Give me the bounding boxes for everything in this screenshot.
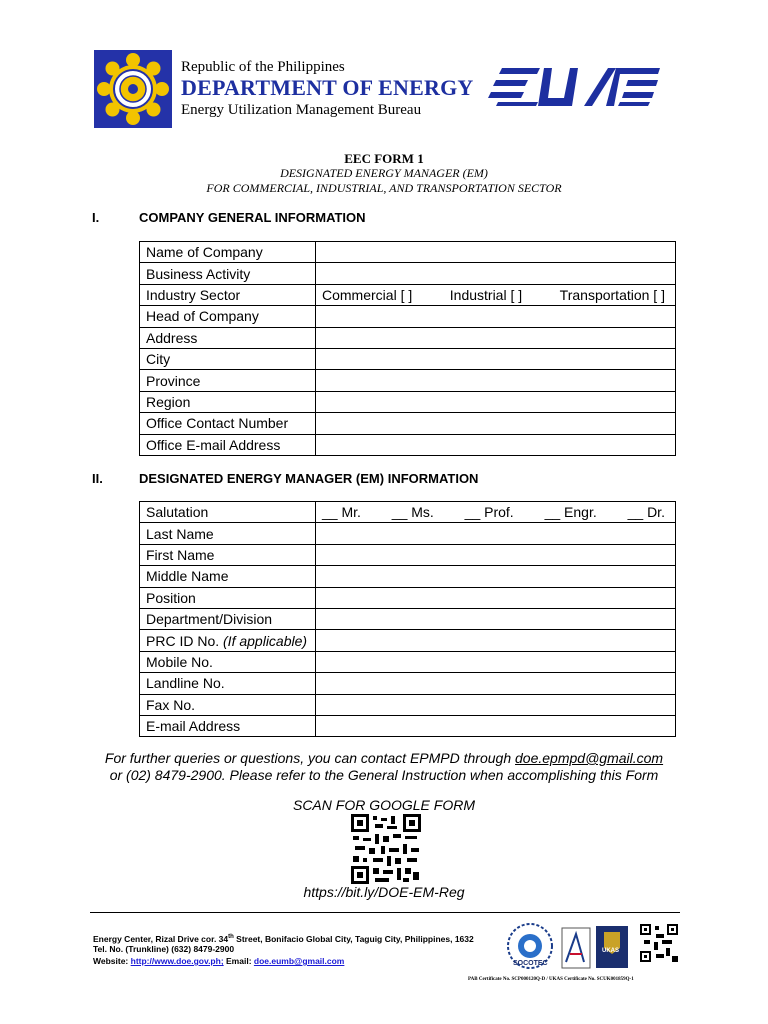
eumb-stripes-icon bbox=[488, 64, 660, 108]
contact-note bbox=[0, 750, 768, 784]
table-row bbox=[140, 263, 676, 284]
republic-label: Republic of the Philippines bbox=[181, 59, 345, 75]
field-label bbox=[140, 630, 316, 651]
field-label: Department/Division bbox=[140, 608, 316, 629]
table-row bbox=[140, 651, 676, 672]
salutation-engr[interactable]: __ Engr. bbox=[544, 504, 597, 521]
em-info-table bbox=[139, 501, 676, 737]
form-title-line1: DESIGNATED ENERGY MANAGER (EM) bbox=[280, 166, 488, 180]
field-label: Industry Sector bbox=[140, 284, 316, 305]
mobile-field[interactable] bbox=[316, 651, 676, 672]
table-row bbox=[140, 544, 676, 565]
footer-web bbox=[93, 955, 344, 967]
table-row bbox=[140, 327, 676, 348]
field-label: First Name bbox=[140, 544, 316, 565]
email-label: Email: bbox=[223, 956, 254, 966]
em-email-field[interactable] bbox=[316, 715, 676, 736]
prc-note: (If applicable) bbox=[223, 632, 308, 649]
salutation-dr[interactable]: __ Dr. bbox=[627, 504, 665, 521]
table-row bbox=[140, 284, 676, 305]
department-name: DEPARTMENT OF ENERGY bbox=[181, 75, 474, 100]
field-label: City bbox=[140, 348, 316, 369]
company-name-field[interactable] bbox=[316, 242, 676, 263]
section-1-number: I. bbox=[92, 210, 100, 225]
section-1-title: COMPANY GENERAL INFORMATION bbox=[139, 210, 366, 225]
field-label: Office Contact Number bbox=[140, 413, 316, 434]
region-field[interactable] bbox=[316, 391, 676, 412]
field-label: Middle Name bbox=[140, 566, 316, 587]
ukas-label: UKAS bbox=[602, 948, 620, 954]
field-label: Mobile No. bbox=[140, 651, 316, 672]
form-code: EEC FORM 1 bbox=[344, 151, 424, 166]
office-email-field[interactable] bbox=[316, 434, 676, 455]
salutation-prof[interactable]: __ Prof. bbox=[464, 504, 514, 521]
contact-note-prefix: For further queries or questions, you can contact EPMPD through bbox=[104, 750, 516, 766]
table-row bbox=[140, 413, 676, 434]
salutation-field bbox=[316, 502, 676, 523]
field-label: E-mail Address bbox=[140, 715, 316, 736]
salutation-ms[interactable]: __ Ms. bbox=[391, 504, 434, 521]
table-row bbox=[140, 673, 676, 694]
industry-sector-field bbox=[316, 284, 676, 305]
prc-label: PRC ID No. bbox=[146, 632, 220, 649]
footer-divider bbox=[90, 912, 680, 913]
table-row bbox=[140, 348, 676, 369]
province-field[interactable] bbox=[316, 370, 676, 391]
google-form-link[interactable]: https://bit.ly/DOE-EM-Reg bbox=[303, 884, 465, 900]
eumb-logo bbox=[488, 64, 660, 108]
website-label: Website: bbox=[93, 956, 131, 966]
field-label: Landline No. bbox=[140, 673, 316, 694]
bureau-name: Energy Utilization Management Bureau bbox=[181, 102, 422, 118]
table-row bbox=[140, 391, 676, 412]
commercial-checkbox[interactable]: Commercial [ ] bbox=[322, 286, 413, 303]
prc-id-field[interactable] bbox=[316, 630, 676, 651]
industrial-checkbox[interactable]: Industrial [ ] bbox=[449, 286, 523, 303]
table-row bbox=[140, 630, 676, 651]
field-label: Name of Company bbox=[140, 242, 316, 263]
agency-heading bbox=[181, 58, 474, 120]
table-row bbox=[140, 608, 676, 629]
contact-note-line2: or (02) 8479-2900. Please refer to the General Instruction when accomplishing this Form bbox=[109, 767, 659, 783]
footer-address-sup: th bbox=[228, 934, 234, 940]
business-activity-field[interactable] bbox=[316, 263, 676, 284]
certification-numbers: PAB Certificate No. SCP000120Q-D / UKAS Certificate No. SCUK001859Q-1 bbox=[468, 977, 634, 982]
sun-seal-icon bbox=[94, 50, 172, 128]
landline-field[interactable] bbox=[316, 673, 676, 694]
table-row bbox=[140, 502, 676, 523]
department-division-field[interactable] bbox=[316, 608, 676, 629]
field-label: Position bbox=[140, 587, 316, 608]
field-label: Province bbox=[140, 370, 316, 391]
cert-badges-icon bbox=[500, 918, 680, 980]
table-row bbox=[140, 306, 676, 327]
table-row bbox=[140, 242, 676, 263]
qr-code-icon[interactable] bbox=[351, 814, 421, 884]
first-name-field[interactable] bbox=[316, 544, 676, 565]
salutation-mr[interactable]: __ Mr. bbox=[322, 504, 361, 521]
footer-tel: Tel. No. (Trunkline) (632) 8479-2900 bbox=[93, 944, 235, 954]
middle-name-field[interactable] bbox=[316, 566, 676, 587]
table-row bbox=[140, 370, 676, 391]
field-label: Address bbox=[140, 327, 316, 348]
field-label: Salutation bbox=[140, 502, 316, 523]
field-label: Head of Company bbox=[140, 306, 316, 327]
table-row bbox=[140, 694, 676, 715]
table-row bbox=[140, 523, 676, 544]
table-row bbox=[140, 715, 676, 736]
form-title-line2: FOR COMMERCIAL, INDUSTRIAL, AND TRANSPORTATION SECTOR bbox=[206, 181, 562, 195]
section-2-title: DESIGNATED ENERGY MANAGER (EM) INFORMATION bbox=[139, 471, 479, 486]
footer-address-text: Energy Center, Rizal Drive cor. 34 bbox=[93, 933, 229, 944]
scan-label: SCAN FOR GOOGLE FORM bbox=[292, 797, 475, 813]
website-link[interactable]: http://www.doe.gov.ph; bbox=[130, 956, 224, 966]
qr-code-graphic bbox=[351, 814, 421, 884]
footer-email-link[interactable]: doe.eumb@gmail.com bbox=[253, 956, 345, 966]
certification-logos bbox=[500, 918, 680, 980]
field-label: Region bbox=[140, 391, 316, 412]
epmpd-email-link[interactable]: doe.epmpd@gmail.com bbox=[515, 750, 664, 766]
table-row bbox=[140, 566, 676, 587]
table-row bbox=[140, 587, 676, 608]
city-field[interactable] bbox=[316, 348, 676, 369]
section-2-number: II. bbox=[92, 471, 103, 486]
last-name-field[interactable] bbox=[316, 523, 676, 544]
office-contact-number-field[interactable] bbox=[316, 413, 676, 434]
company-info-table bbox=[139, 241, 676, 456]
position-field[interactable] bbox=[316, 587, 676, 608]
field-label: Office E-mail Address bbox=[140, 434, 316, 455]
address-field[interactable] bbox=[316, 327, 676, 348]
fax-field[interactable] bbox=[316, 694, 676, 715]
field-label: Fax No. bbox=[140, 694, 316, 715]
field-label: Business Activity bbox=[140, 263, 316, 284]
footer-address-rest: Street, Bonifacio Global City, Taguig City, Philippines, 1632 bbox=[233, 933, 474, 944]
head-of-company-field[interactable] bbox=[316, 306, 676, 327]
field-label: Last Name bbox=[140, 523, 316, 544]
transportation-checkbox[interactable]: Transportation [ ] bbox=[559, 286, 665, 303]
table-row bbox=[140, 434, 676, 455]
socotec-label: SOCOTEC bbox=[513, 960, 548, 967]
doe-seal-logo bbox=[94, 50, 172, 128]
